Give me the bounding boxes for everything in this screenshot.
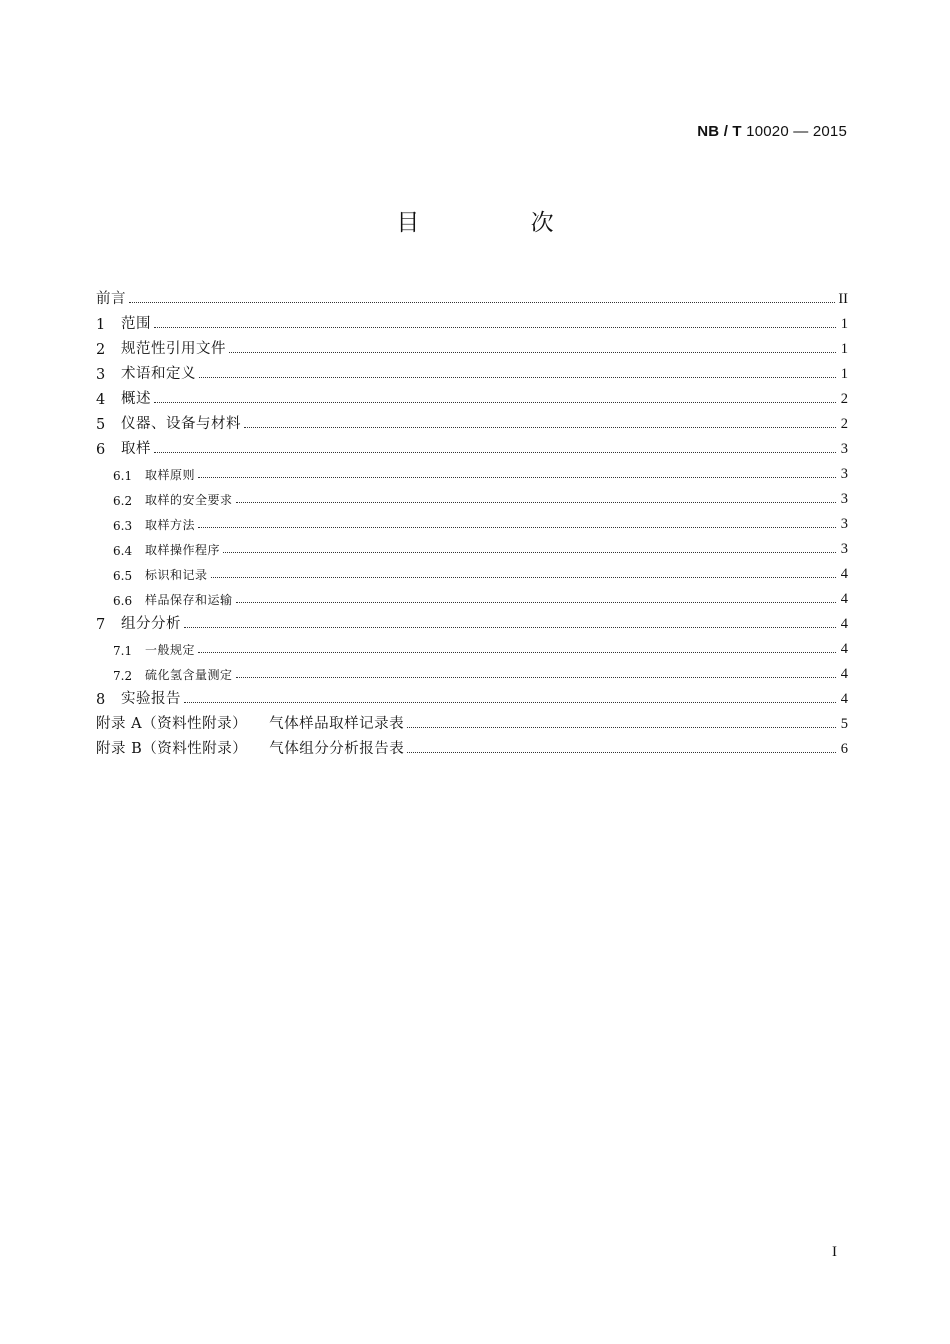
- toc-entry-label: 附录 B（资料性附录）: [96, 741, 248, 757]
- toc-entry-label: 取样的安全要求: [145, 493, 233, 507]
- toc-entry-label: 术语和定义: [121, 366, 196, 382]
- toc-entry-label: 硫化氢含量测定: [145, 668, 233, 682]
- toc-entry-6[interactable]: [96, 433, 848, 458]
- toc-entry-4[interactable]: [96, 383, 848, 408]
- toc-leader-dots: [154, 327, 836, 328]
- toc-appendix-title: 气体样品取样记录表: [269, 716, 405, 732]
- toc-leader-dots: [211, 577, 836, 578]
- toc-entry-7-1[interactable]: [96, 633, 848, 658]
- toc-entry-6-4[interactable]: [96, 533, 848, 558]
- page-title: 目 次: [396, 210, 606, 236]
- page-number: I: [832, 1244, 837, 1260]
- toc-entry-number: 7.2: [113, 669, 133, 683]
- toc-entry-page: 1: [840, 366, 848, 382]
- toc-leader-dots: [184, 702, 836, 703]
- toc-leader-dots: [236, 602, 836, 603]
- toc-entry-number: 8: [96, 692, 106, 708]
- toc-leader-dots: [129, 302, 835, 303]
- toc-entry-page: 4: [840, 566, 848, 582]
- toc-entry-label: 取样: [121, 441, 151, 457]
- toc-entry-page: 4: [840, 691, 848, 707]
- toc-entry-page: 4: [840, 591, 848, 607]
- toc-entry-label: 前言: [96, 291, 126, 307]
- toc-leader-dots: [198, 652, 836, 653]
- toc-entry-number: 7.1: [113, 644, 133, 658]
- toc-entry-label: 样品保存和运输: [145, 593, 233, 607]
- toc-leader-dots: [199, 377, 836, 378]
- toc-entry-number: 1: [96, 317, 106, 333]
- toc-entry-number: 6: [96, 442, 106, 458]
- toc-entry-page: 4: [840, 641, 848, 657]
- toc-entry-page: 3: [840, 491, 848, 507]
- toc-entry-appendix-a[interactable]: [96, 708, 848, 733]
- toc-entry-page: 3: [840, 441, 848, 457]
- toc-entry-page: 6: [840, 741, 848, 757]
- toc-entry-3[interactable]: [96, 358, 848, 383]
- toc-entry-label: 规范性引用文件: [121, 341, 226, 357]
- toc-entry-page: 5: [840, 716, 848, 732]
- standard-code-number: 10020 — 2015: [746, 123, 847, 140]
- toc-entry-6-6[interactable]: [96, 583, 848, 608]
- toc-entry-page: II: [838, 291, 848, 307]
- toc-entry-6-1[interactable]: [96, 458, 848, 483]
- standard-code-prefix: NB / T: [697, 123, 742, 140]
- toc-entry-6-2[interactable]: [96, 483, 848, 508]
- toc-entry-number: 6.3: [113, 519, 133, 533]
- toc-entry-number: 6.5: [113, 569, 133, 583]
- toc-entry-label: 范围: [121, 316, 151, 332]
- toc-leader-dots: [154, 452, 836, 453]
- toc-entry-6-3[interactable]: [96, 508, 848, 533]
- toc-entry-page: 3: [840, 516, 848, 532]
- toc-entry-label: 仪器、设备与材料: [121, 416, 241, 432]
- toc-leader-dots: [229, 352, 836, 353]
- toc-leader-dots: [407, 727, 836, 728]
- toc-leader-dots: [223, 552, 836, 553]
- toc-entry-7-2[interactable]: [96, 658, 848, 683]
- toc-entry-page: 3: [840, 541, 848, 557]
- toc-entry-8[interactable]: [96, 683, 848, 708]
- toc-leader-dots: [244, 427, 836, 428]
- toc-entry-page: 4: [840, 616, 848, 632]
- toc-entry-number: 6.2: [113, 494, 133, 508]
- toc-entry-label: 标识和记录: [145, 568, 208, 582]
- toc-entry-number: 7: [96, 617, 106, 633]
- toc-entry-page: 2: [840, 391, 848, 407]
- toc-entry-label: 一般规定: [145, 643, 196, 657]
- toc-entry-7[interactable]: [96, 608, 848, 633]
- toc-leader-dots: [184, 627, 836, 628]
- toc-entry-label: 实验报告: [121, 691, 181, 707]
- toc-entry-label: 附录 A（资料性附录）: [96, 716, 248, 732]
- toc-leader-dots: [236, 677, 836, 678]
- toc-entry-number: 6.6: [113, 594, 133, 608]
- toc-entry-2[interactable]: [96, 333, 848, 358]
- toc-leader-dots: [198, 477, 836, 478]
- toc-entry-label: 取样原则: [145, 468, 196, 482]
- table-of-contents: [96, 283, 848, 758]
- toc-entry-page: 1: [840, 341, 848, 357]
- toc-entry-page: 1: [840, 316, 848, 332]
- toc-entry-label: 概述: [121, 391, 151, 407]
- toc-leader-dots: [407, 752, 836, 753]
- toc-entry-label: 组分分析: [121, 616, 181, 632]
- toc-entry-foreword[interactable]: [96, 283, 848, 308]
- toc-entry-page: 4: [840, 666, 848, 682]
- toc-leader-dots: [154, 402, 836, 403]
- standard-code: [697, 123, 847, 140]
- toc-entry-label: 取样方法: [145, 518, 196, 532]
- toc-entry-number: 5: [96, 417, 106, 433]
- toc-entry-number: 6.1: [113, 469, 133, 483]
- toc-leader-dots: [236, 502, 836, 503]
- toc-entry-appendix-b[interactable]: [96, 733, 848, 758]
- toc-entry-label: 取样操作程序: [145, 543, 221, 557]
- toc-entry-number: 2: [96, 342, 106, 358]
- toc-appendix-title: 气体组分分析报告表: [269, 741, 405, 757]
- toc-entry-number: 6.4: [113, 544, 133, 558]
- toc-leader-dots: [198, 527, 836, 528]
- toc-entry-page: 3: [840, 466, 848, 482]
- toc-entry-5[interactable]: [96, 408, 848, 433]
- toc-entry-page: 2: [840, 416, 848, 432]
- toc-entry-number: 3: [96, 367, 106, 383]
- toc-entry-1[interactable]: [96, 308, 848, 333]
- toc-entry-6-5[interactable]: [96, 558, 848, 583]
- toc-entry-number: 4: [96, 392, 106, 408]
